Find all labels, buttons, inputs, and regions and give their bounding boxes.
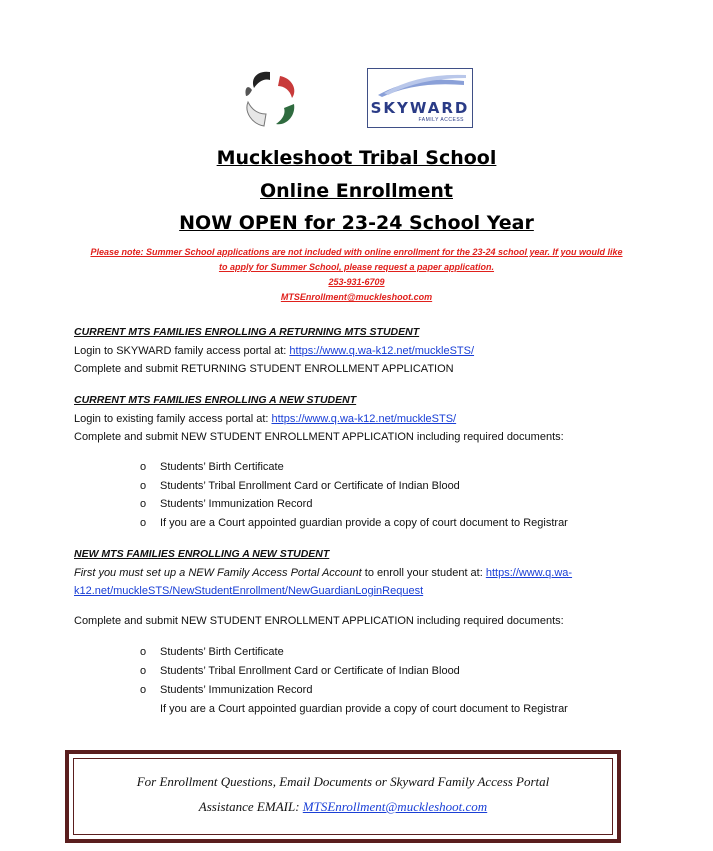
login-text: Login to SKYWARD family access portal at:: [74, 345, 290, 357]
family-access-portal-link[interactable]: https://www.q.wa-k12.net/muckleSTS/: [271, 413, 457, 425]
page-title: Muckleshoot Tribal School: [216, 147, 497, 169]
bullet-marker: o: [140, 517, 147, 529]
bullet-marker: o: [140, 665, 147, 677]
announcement-text: NOW OPEN for 23-24 School Year: [179, 212, 534, 234]
section-new-family-intro: [74, 567, 572, 579]
section-new-student-login: [74, 413, 456, 425]
login-text: Login to existing family access portal at:: [74, 413, 272, 425]
section-returning-login: [74, 345, 474, 357]
contact-email-label: Assistance EMAIL:: [198, 799, 303, 814]
contact-email-link[interactable]: MTSEnrollment@muckleshoot.com: [302, 799, 488, 814]
skyward-portal-link[interactable]: https://www.q.wa-k12.net/muckleSTS/: [289, 345, 475, 357]
note-line-2: to apply for Summer School, please request a paper application.: [218, 262, 495, 272]
skyward-subtitle: FAMILY ACCESS: [418, 117, 464, 123]
intro-text: to enroll your student at:: [361, 567, 486, 579]
section-new-family-link-cont: [74, 585, 423, 597]
list-item: If you are a Court appointed guardian provide a copy of court document to Registrar: [160, 517, 568, 529]
list-item: Students’ Tribal Enrollment Card or Certificate of Indian Blood: [160, 665, 460, 677]
contact-line-1: For Enrollment Questions, Email Documents or Skyward Family Access Portal: [136, 774, 550, 789]
bullet-marker: o: [140, 480, 147, 492]
page-announcement: [0, 212, 713, 234]
bullet-marker: o: [140, 646, 147, 658]
contact-line-2: [74, 799, 612, 815]
bullet-marker: o: [140, 461, 147, 473]
section-new-family-submit: Complete and submit NEW STUDENT ENROLLMENT APPLICATION including required documents:: [74, 615, 564, 627]
list-item: Students’ Birth Certificate: [160, 646, 284, 658]
list-item-trailing: If you are a Court appointed guardian provide a copy of court document to Registrar: [160, 703, 568, 715]
page-subtitle: Online Enrollment: [260, 180, 453, 202]
skyward-logo: [367, 68, 473, 128]
tribal-logo: [240, 68, 302, 130]
section-returning-submit: Complete and submit RETURNING STUDENT ENROLLMENT APPLICATION: [74, 363, 454, 375]
section-new-student-submit: Complete and submit NEW STUDENT ENROLLMENT APPLICATION including required documents:: [74, 431, 564, 443]
section-returning-heading: CURRENT MTS FAMILIES ENROLLING A RETURNING MTS STUDENT: [74, 326, 420, 338]
contact-box: [65, 750, 621, 843]
section-new-student-heading: CURRENT MTS FAMILIES ENROLLING A NEW STUDENT: [74, 394, 357, 406]
list-item: Students’ Birth Certificate: [160, 461, 284, 473]
bullet-marker: o: [140, 498, 147, 510]
new-account-link-part2[interactable]: k12.net/muckleSTS/NewStudentEnrollment/NewGuardianLoginRequest: [74, 585, 424, 597]
section-new-family-heading: NEW MTS FAMILIES ENROLLING A NEW STUDENT: [74, 548, 330, 560]
list-item: Students’ Immunization Record: [160, 684, 313, 696]
intro-italic: First you must set up a NEW Family Access Portal Account: [74, 567, 362, 579]
list-item: Students’ Immunization Record: [160, 498, 313, 510]
note-phone: 253-931-6709: [328, 277, 385, 287]
new-account-link-part1[interactable]: https://www.q.wa-: [485, 567, 573, 579]
note-line-1: Please note: Summer School applications are not included with online enrollment for the 23-24 school year. If you would like: [90, 247, 623, 257]
list-item: Students’ Tribal Enrollment Card or Certificate of Indian Blood: [160, 480, 460, 492]
skyward-wordmark: SKYWARD: [370, 99, 470, 117]
bullet-marker: o: [140, 684, 147, 696]
note-email-link[interactable]: MTSEnrollment@muckleshoot.com: [280, 292, 433, 302]
contact-box-inner: [73, 758, 613, 835]
